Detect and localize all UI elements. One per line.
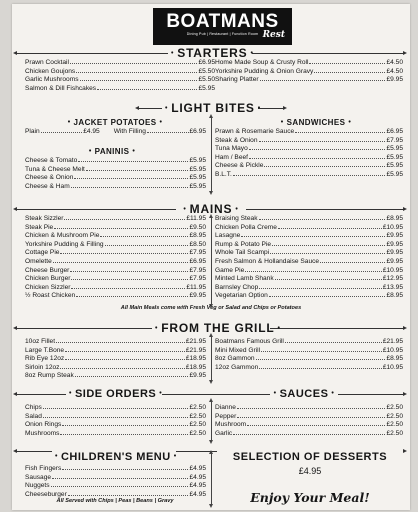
menu-item [215, 355, 403, 364]
menu-item-name: 8oz Gammon [215, 355, 255, 363]
menu-item [25, 355, 206, 364]
dot-leader [147, 128, 189, 133]
logo-tagline: Dining Pub | Restaurant | Function Room [186, 32, 259, 36]
dot-leader [80, 76, 198, 81]
jacket-plain-price: £4.95 [83, 128, 100, 135]
dot-leader [75, 372, 189, 377]
dot-leader [314, 68, 385, 73]
dot-leader [71, 275, 188, 280]
menu-item [25, 372, 206, 381]
dot-leader [247, 421, 385, 426]
dot-leader [237, 404, 386, 409]
menu-item-name: Prawn & Rosemarie Sauce [215, 128, 295, 135]
menu-item-price: £5.95 [189, 165, 206, 173]
bullet-icon: • [183, 205, 187, 213]
dot-leader [260, 76, 386, 81]
menu-item-price: £2.50 [386, 412, 403, 420]
menu-item-price: £2.50 [386, 429, 403, 437]
dot-leader [53, 258, 189, 263]
menu-item-price: £2.50 [386, 421, 403, 429]
menu-item-name: Vegetarian Option [215, 292, 268, 300]
menu-item-price: £7.95 [189, 249, 206, 257]
menu-item [215, 338, 403, 347]
childrens-note: All Served with Chips | Peas | Beans | Gravy [56, 498, 174, 504]
menu-item-price: £5.95 [386, 170, 403, 178]
menu-item-price: £9.95 [189, 372, 206, 380]
jacket-filling-price: £6.95 [189, 128, 207, 135]
childrens-list [25, 465, 206, 499]
menu-item-name: Chicken Burger [25, 275, 71, 283]
bullet-icon: • [273, 390, 277, 398]
menu-item-name: Boatmans Famous Grill [215, 338, 284, 345]
menu-item-price: £4.50 [386, 67, 403, 75]
dot-leader [71, 284, 185, 289]
menu-item-price: £10.95 [382, 363, 403, 371]
menu-item-price: £2.50 [189, 429, 206, 437]
menu-item-price: £4.95 [189, 465, 206, 472]
menu-item [215, 292, 403, 301]
menu-item-price: £10.95 [382, 346, 403, 354]
menu-item-name: Cheese & Ham [25, 182, 70, 190]
menu-item [215, 241, 403, 250]
light-bites-divider [211, 117, 212, 192]
dot-leader [272, 241, 385, 246]
menu-item [215, 128, 403, 137]
menu-item-price: £18.95 [185, 355, 206, 363]
bullet-icon: • [331, 390, 335, 398]
menu-sheet [12, 4, 410, 510]
menu-item [25, 85, 215, 94]
menu-item [215, 430, 403, 439]
mains-title: MAINS [189, 202, 233, 216]
menu-item [215, 275, 403, 284]
menu-item-name: Salad [25, 412, 42, 420]
menu-item-name: Cheese & Tomato [25, 157, 78, 164]
dot-leader [233, 171, 386, 176]
menu-item-price: £12.95 [382, 275, 403, 283]
dot-leader [259, 364, 382, 369]
starters-heading [168, 46, 252, 60]
menu-item-price: £8.95 [386, 292, 403, 300]
menu-item [25, 404, 206, 413]
menu-item-name: Yorkshire Pudding & Onion Gravy [215, 67, 314, 75]
bullet-icon: • [348, 119, 352, 126]
light-bites-title: LIGHT BITES [171, 101, 255, 115]
menu-item [215, 137, 403, 146]
menu-item-price: £8.95 [386, 215, 403, 222]
sandwiches-title: SANDWICHES [286, 118, 346, 128]
menu-item [25, 232, 206, 241]
childrens-title: CHILDREN'S MENU [60, 451, 171, 463]
menu-item-price: £21.95 [382, 338, 403, 345]
starters-right-list [215, 59, 403, 85]
paninis-list [25, 157, 206, 191]
dot-leader [259, 215, 386, 220]
sides-divider [211, 401, 212, 441]
menu-item-name: Yorkshire Pudding & Filling [25, 240, 104, 248]
logo-name: BOATMANS [166, 11, 279, 32]
bullet-icon: • [165, 104, 169, 112]
menu-item-name: Home Made Soup & Crusty Roll [215, 59, 309, 66]
boatmans-logo [154, 9, 291, 44]
menu-item-name: Cheeseburger [25, 490, 67, 498]
logo-script: Rest [262, 30, 285, 40]
menu-item [215, 59, 403, 68]
menu-item [215, 154, 403, 163]
menu-item [215, 421, 403, 430]
menu-item-name: Garlic [215, 429, 233, 437]
dot-leader [270, 249, 385, 254]
menu-item-name: Cheese & Onion [25, 174, 74, 182]
menu-item-name: Salmon & Dill Fishcakes [25, 84, 97, 92]
dot-leader [54, 224, 188, 229]
menu-item [25, 166, 206, 175]
dot-leader [100, 232, 188, 237]
menu-item [215, 68, 403, 77]
menu-item-name: Rump & Potato Pie [215, 240, 272, 248]
jacket-prices-row [25, 128, 206, 135]
menu-item-name: Braising Steak [215, 215, 258, 222]
menu-item-name: Steak & Onion [215, 136, 258, 144]
bullet-icon: • [155, 324, 159, 332]
menu-item [215, 267, 403, 276]
sauces-list [215, 404, 403, 438]
dot-leader [269, 292, 386, 297]
bullet-icon: • [280, 119, 284, 126]
menu-item [215, 215, 403, 224]
menu-item-name: Omelette [25, 257, 52, 265]
dot-leader [70, 267, 188, 272]
menu-item-price: £6.95 [386, 128, 403, 135]
menu-item-price: £9.95 [386, 249, 403, 257]
dot-leader [64, 215, 185, 220]
menu-item [215, 224, 403, 233]
menu-item-name: Chicken Goujons [25, 67, 76, 75]
menu-item-name: Fresh Salmon & Hollandaise Sauce [215, 257, 320, 265]
menu-item [25, 174, 206, 183]
grill-left-list [25, 338, 206, 381]
mains-left-list [25, 215, 206, 301]
menu-item-name: Cottage Pie [25, 249, 60, 257]
menu-item-name: 12oz Gammon [215, 363, 259, 371]
menu-item-name: Prawn Cocktail [25, 59, 69, 66]
menu-item-price: £6.95 [189, 257, 206, 265]
menu-item-price: £9.95 [386, 232, 403, 240]
dot-leader [245, 267, 382, 272]
dot-leader [241, 232, 385, 237]
menu-item-price: £5.95 [386, 162, 403, 170]
menu-item-name: Large T.Bone [25, 346, 65, 354]
menu-item [25, 215, 206, 224]
menu-item [25, 421, 206, 430]
menu-item [25, 267, 206, 276]
menu-item [215, 249, 403, 258]
menu-item-name: Onion Rings [25, 421, 62, 429]
menu-item-name: Tuna & Cheese Melt [25, 165, 85, 173]
menu-item-price: £9.50 [189, 223, 206, 231]
menu-item-name: Fish Fingers [25, 465, 62, 472]
menu-item-price: £5.50 [198, 67, 215, 75]
menu-item [25, 68, 215, 77]
menu-item-name: Rib Eye 12oz [25, 355, 65, 363]
dot-leader [71, 183, 189, 188]
menu-item-price: £7.95 [189, 275, 206, 283]
dot-leader [86, 166, 189, 171]
paninis-title: PANINIS [94, 147, 130, 157]
dot-leader [285, 338, 382, 343]
side-orders-list [25, 404, 206, 438]
menu-item [215, 162, 403, 171]
menu-item-price: £11.95 [186, 283, 206, 291]
jacket-title: JACKET POTATOES [73, 118, 157, 128]
menu-item-price: £8.95 [386, 355, 403, 363]
menu-item [215, 284, 403, 293]
menu-item [25, 465, 206, 474]
dot-leader [62, 465, 188, 470]
menu-item-price: £4.50 [386, 59, 403, 66]
menu-item-price: £10.95 [382, 266, 403, 274]
menu-item [25, 157, 206, 166]
dot-leader [249, 145, 386, 150]
menu-item-price: £5.95 [386, 153, 403, 161]
bullet-icon: • [69, 390, 72, 398]
menu-item-name: Lasagne [215, 232, 241, 240]
dot-leader [256, 355, 386, 360]
menu-item-name: Pepper [215, 412, 237, 420]
dot-leader [56, 338, 185, 343]
menu-item-name: Nuggets [25, 482, 50, 490]
menu-item-price: £21.95 [185, 346, 206, 354]
dot-leader [264, 162, 385, 167]
menu-item-name: Cheese Burger [25, 266, 70, 274]
dot-leader [97, 85, 197, 90]
dot-leader [261, 347, 382, 352]
menu-item-price: £7.95 [386, 136, 403, 144]
menu-item-price: £21.95 [185, 338, 206, 345]
dot-leader [60, 364, 184, 369]
menu-item [25, 413, 206, 422]
menu-item-price: £6.95 [198, 59, 215, 66]
menu-item [25, 249, 206, 258]
light-bites-heading [162, 101, 261, 115]
dot-leader [76, 292, 188, 297]
menu-item-name: Tuna Mayo [215, 145, 248, 153]
menu-item [25, 338, 206, 347]
menu-item [215, 347, 403, 356]
menu-item-name: Sirloin 12oz [25, 363, 60, 371]
menu-item-price: £7.95 [189, 266, 206, 274]
menu-item-price: £5.95 [386, 145, 403, 153]
menu-item-name: Steak Pie [25, 223, 54, 231]
bullet-icon: • [171, 49, 175, 57]
menu-item-price: £2.50 [386, 404, 403, 411]
menu-item-name: Minted Lamb Shank [215, 275, 274, 283]
dot-leader [74, 174, 188, 179]
menu-item-name: Whole Tail Scampi [215, 249, 270, 257]
bullet-icon: • [173, 453, 177, 461]
dot-leader [259, 137, 386, 142]
dot-leader [78, 157, 188, 162]
menu-item [25, 275, 206, 284]
menu-item [25, 241, 206, 250]
menu-item-price: £9.95 [386, 257, 403, 265]
mains-right-list [215, 215, 403, 301]
dot-leader [105, 241, 189, 246]
dot-leader [76, 68, 197, 73]
menu-item [25, 224, 206, 233]
menu-item-price: £5.95 [189, 182, 206, 190]
mains-note: All Main Meals come with Fresh Veg or Salad and Chips or Potatoes [120, 305, 302, 311]
menu-item-name: B.L.T. [215, 170, 232, 178]
menu-item-price: £4.95 [189, 473, 206, 481]
menu-item-name: Dianne [215, 404, 236, 411]
sandwiches-list [215, 128, 403, 180]
dot-leader [65, 347, 185, 352]
menu-item-name: Chicken Polla Creme [215, 223, 277, 231]
menu-item-name: Chips [25, 404, 42, 411]
desserts-heading: SELECTION OF DESSERTS [217, 450, 403, 464]
closing-message: Enjoy Your Meal! [250, 490, 370, 505]
childrens-heading [52, 450, 176, 464]
menu-item [25, 474, 206, 483]
menu-item-price: £18.95 [185, 363, 206, 371]
bullet-icon: • [88, 148, 92, 155]
menu-item-name: Ham / Beef [215, 153, 248, 161]
menu-item-name: ½ Roast Chicken [25, 292, 76, 300]
dot-leader [249, 154, 386, 159]
menu-item-price: £8.50 [189, 240, 206, 248]
menu-item [215, 145, 403, 154]
bullet-icon: • [132, 148, 136, 155]
sauces-title: SAUCES [279, 388, 329, 400]
dot-leader [43, 404, 189, 409]
menu-item-name: Chicken Sizzler [25, 283, 71, 291]
menu-item-price: £2.50 [189, 404, 206, 411]
dot-leader [259, 284, 382, 289]
menu-item-name: Chicken & Mushroom Pie [25, 232, 100, 240]
menu-item [25, 258, 206, 267]
menu-item-name: Mini Mixed Grill [215, 346, 261, 354]
menu-item-name: Game Pie [215, 266, 245, 274]
dot-leader [309, 59, 385, 64]
menu-item-price: £2.50 [189, 421, 206, 429]
dot-leader [68, 491, 189, 496]
menu-item [25, 482, 206, 491]
menu-item-price: £13.95 [382, 283, 403, 291]
dot-leader [278, 224, 382, 229]
starters-title: STARTERS [177, 46, 248, 60]
bullet-icon: • [55, 453, 58, 461]
bullet-icon: • [159, 390, 163, 398]
jacket-filling-label: With Filling [113, 128, 146, 135]
menu-item-price: £10.95 [382, 223, 403, 231]
menu-item [215, 76, 403, 85]
menu-item [215, 404, 403, 413]
bullet-icon: • [277, 324, 281, 332]
menu-item-name: Cheese & Pickle [215, 162, 264, 170]
menu-item [215, 364, 403, 373]
dot-leader [51, 482, 189, 487]
dot-leader [295, 128, 385, 133]
bullet-icon: • [250, 49, 254, 57]
side-orders-heading [66, 387, 162, 401]
menu-item-price: £9.95 [386, 76, 403, 84]
menu-item [215, 413, 403, 422]
menu-item-price: £4.95 [189, 482, 206, 490]
menu-item-price: £9.95 [189, 292, 206, 300]
menu-item [25, 183, 206, 192]
menu-item-name: Mushrooms [25, 429, 60, 437]
menu-item-price: £5.95 [189, 157, 206, 164]
desserts-price: £4.95 [298, 466, 322, 476]
dot-leader [233, 430, 385, 435]
dot-leader [60, 430, 188, 435]
menu-item-name: Garlic Mushrooms [25, 76, 79, 84]
menu-item-price: £8.95 [189, 232, 206, 240]
menu-item [25, 59, 215, 68]
dot-leader [65, 355, 185, 360]
menu-item-name: Sausage [25, 473, 52, 481]
jacket-plain-label: Plain [25, 128, 40, 135]
menu-item-price: £4.95 [189, 490, 206, 498]
bullet-icon: • [159, 119, 163, 126]
menu-item [215, 171, 403, 180]
starters-left-list [25, 59, 215, 93]
bullet-icon: • [235, 205, 239, 213]
menu-item-name: Steak Sizzler [25, 215, 64, 222]
menu-item-name: Mushroom [215, 421, 247, 429]
dot-leader [275, 275, 382, 280]
menu-item-name: Barnsley Chop [215, 283, 259, 291]
menu-item [25, 347, 206, 356]
dot-leader [60, 249, 188, 254]
menu-item [25, 364, 206, 373]
menu-item-price: £9.95 [386, 240, 403, 248]
dot-leader [237, 413, 385, 418]
menu-item [215, 232, 403, 241]
dot-leader [52, 474, 188, 479]
bullet-icon: • [67, 119, 71, 126]
menu-item [25, 292, 206, 301]
side-orders-title: SIDE ORDERS [74, 388, 157, 400]
dot-leader [41, 128, 83, 133]
menu-item-price: £11.95 [186, 215, 206, 222]
menu-item-price: £5.95 [198, 84, 215, 92]
menu-item [25, 76, 215, 85]
mains-divider [211, 217, 212, 305]
menu-item-name: 8oz Rump Steak [25, 372, 74, 380]
menu-item [25, 430, 206, 439]
menu-item-price: £5.50 [198, 76, 215, 84]
grill-right-list [215, 338, 403, 372]
grill-divider [211, 336, 212, 381]
menu-item-name: Sharing Platter [215, 76, 259, 84]
children-divider [211, 453, 212, 505]
sauces-heading [270, 387, 338, 401]
dot-leader [70, 59, 198, 64]
grill-title: FROM THE GRILL [161, 321, 275, 335]
dot-leader [320, 258, 385, 263]
menu-item-name: 10oz Fillet [25, 338, 56, 345]
dot-leader [43, 413, 189, 418]
menu-item-price: £5.95 [189, 174, 206, 182]
menu-item-price: £2.50 [189, 412, 206, 420]
menu-item [215, 258, 403, 267]
dot-leader [62, 421, 188, 426]
bullet-icon: • [257, 104, 261, 112]
